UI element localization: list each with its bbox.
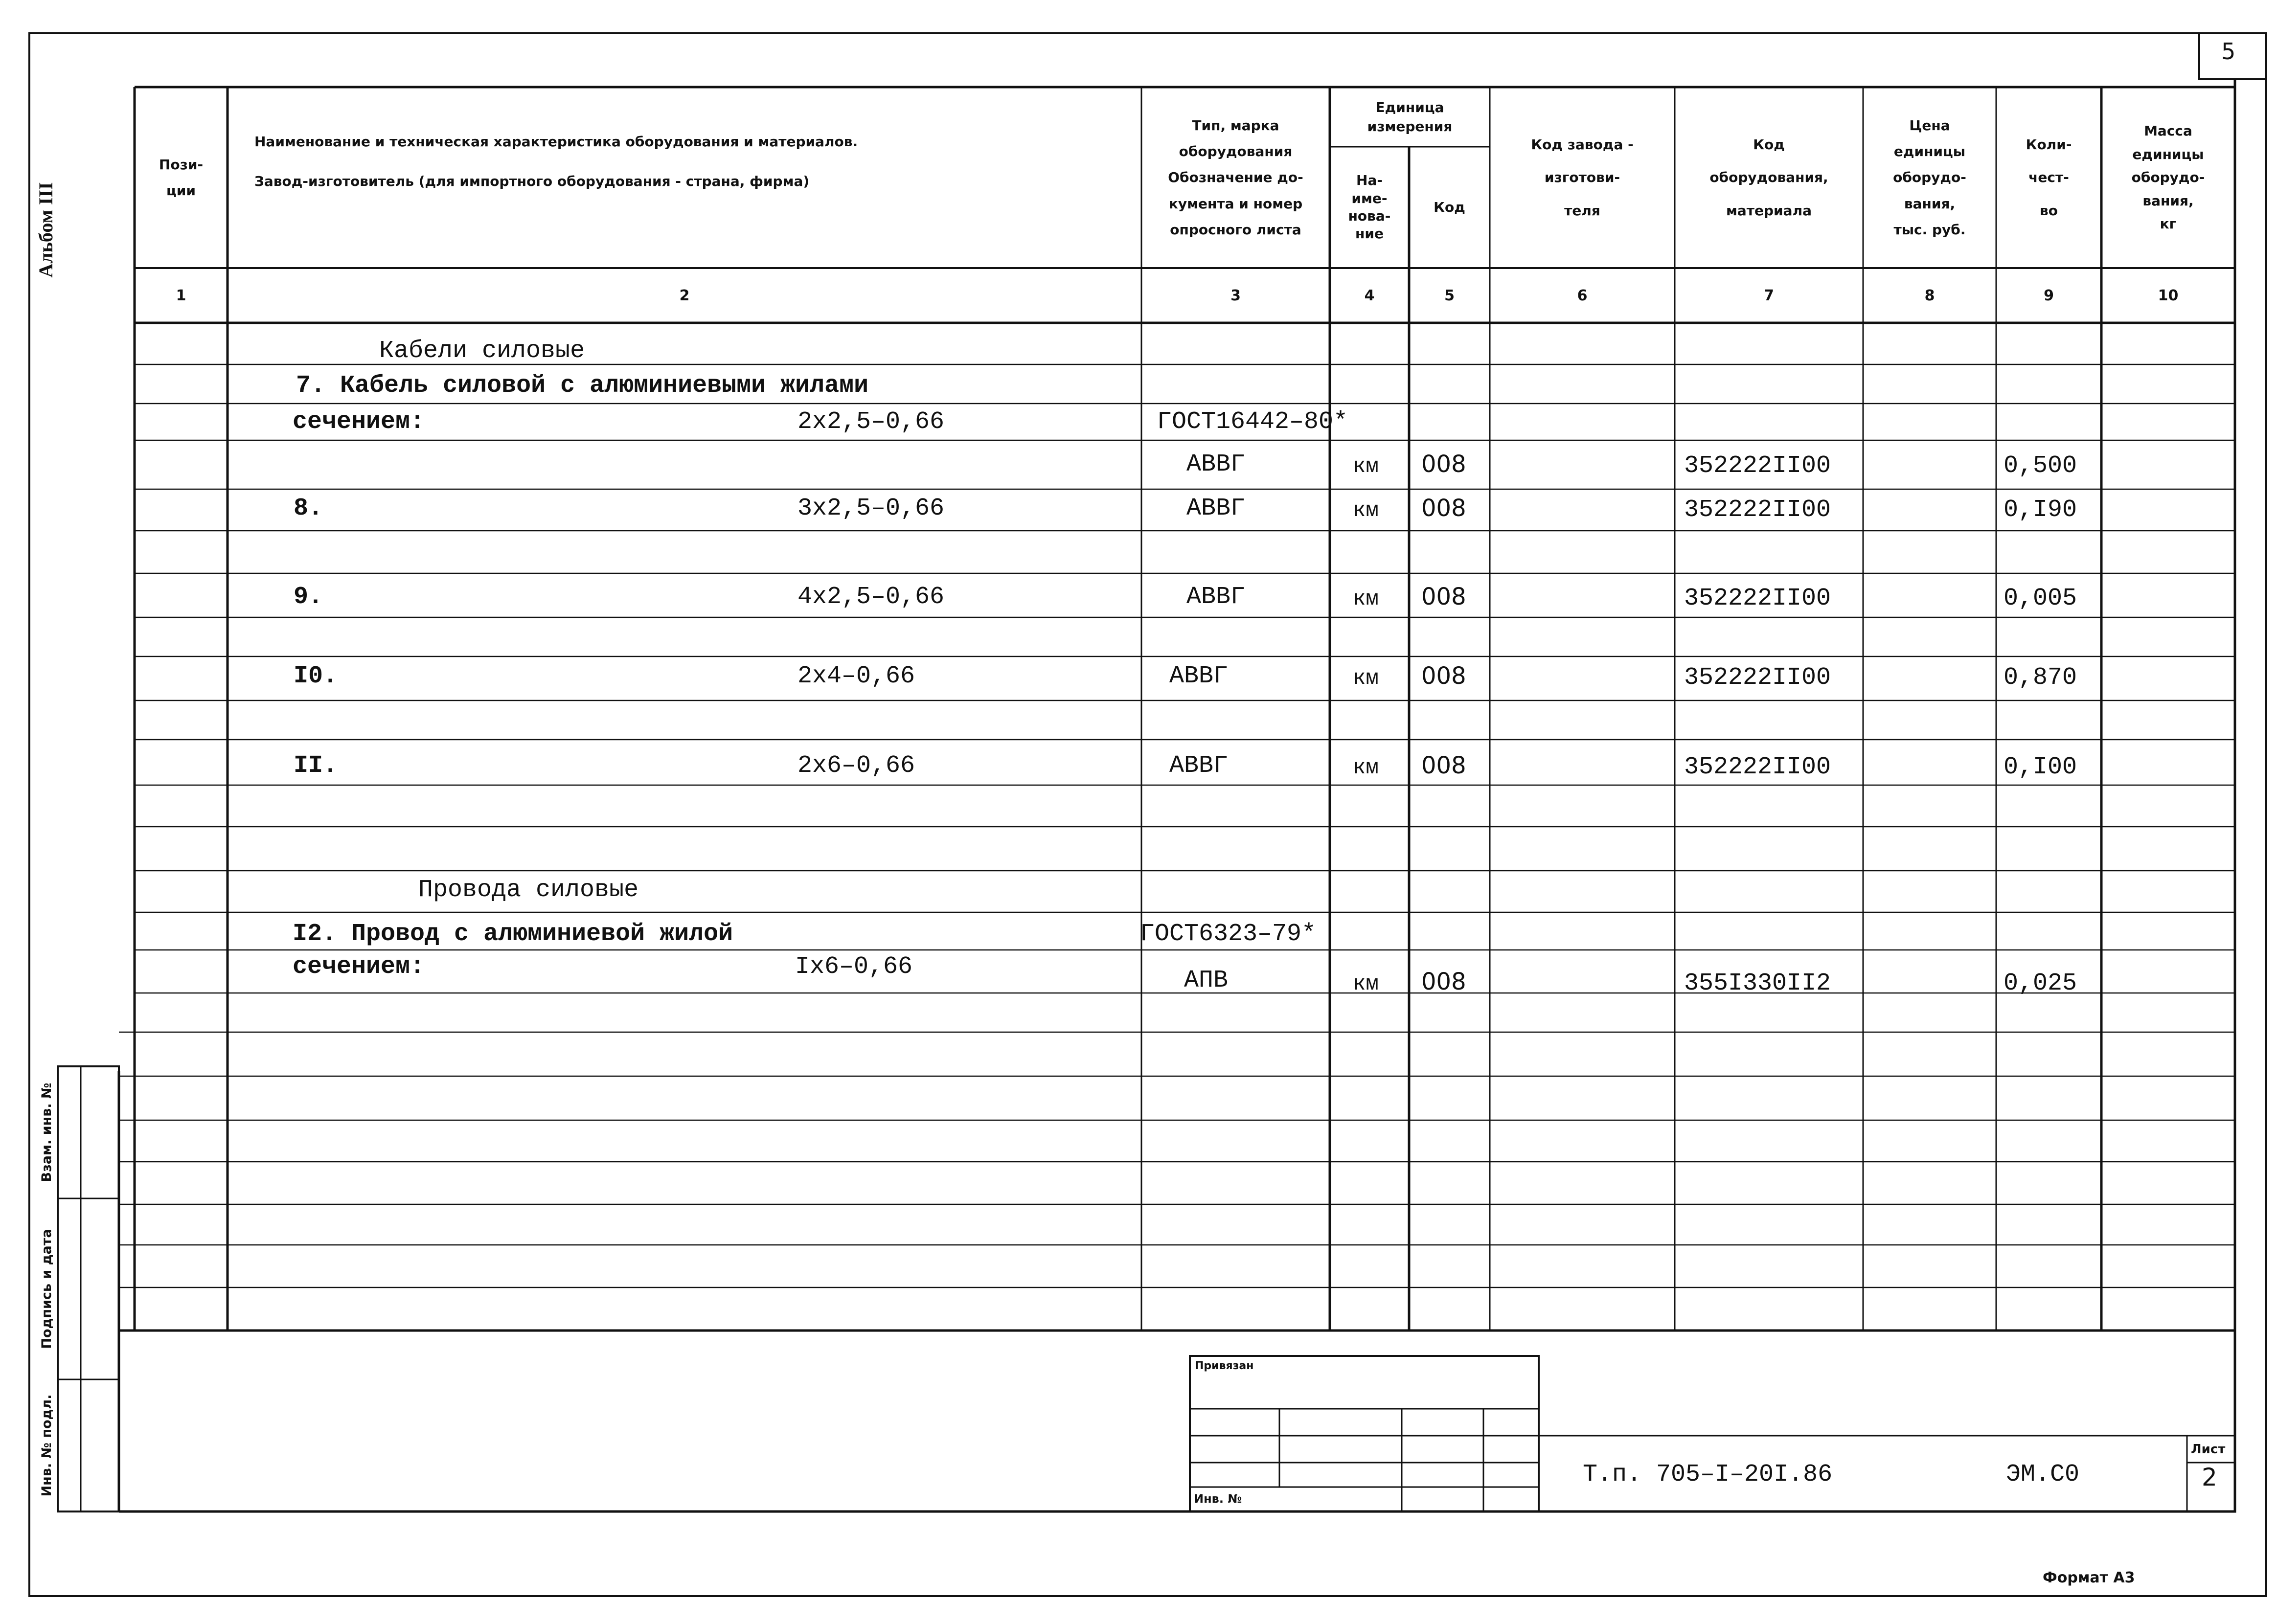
column-number: 5 (1444, 287, 1455, 304)
item10-quantity: 0,870 (2004, 664, 2077, 692)
item8-material-code: 352222II00 (1684, 496, 1831, 524)
item10-size: 2х4–0,66 (797, 662, 915, 690)
item9-quantity: 0,005 (2004, 585, 2077, 612)
item7-name: 7. Кабель силовой с алюминиевыми жилами (296, 372, 869, 400)
header-position: Пози- ции (159, 156, 204, 199)
item8-unit: км (1353, 498, 1379, 523)
stamp-inv-replace: Взам. инв. № (39, 1083, 54, 1182)
header-material-code: Код оборудования, материала (1709, 136, 1828, 219)
item11-material-code: 352222II00 (1684, 753, 1831, 781)
header-unit-code: Код (1434, 199, 1465, 216)
item12-quantity: 0,025 (2004, 970, 2077, 997)
item7-quantity: 0,500 (2004, 452, 2077, 480)
item9-size: 4х2,5–0,66 (797, 583, 945, 611)
sheet-number: 2 (2202, 1463, 2217, 1491)
album-label: Альбом III (35, 182, 57, 278)
item7-type: АВВГ (1186, 451, 1246, 478)
item9-material-code: 352222II00 (1684, 585, 1831, 612)
item8-size: 3х2,5–0,66 (797, 495, 945, 522)
item11-unit: км (1353, 756, 1379, 780)
item7-section: сечением: (293, 408, 425, 436)
item8-type: АВВГ (1186, 495, 1246, 522)
sheet-label: Лист (2191, 1442, 2226, 1457)
column-number: 10 (2158, 287, 2179, 304)
item10-unit: км (1353, 666, 1379, 691)
item7-size: 2х2,5–0,66 (797, 408, 945, 436)
item8-code: 008 (1421, 495, 1466, 522)
item9-position: 9. (294, 583, 323, 611)
column-number: 1 (176, 287, 186, 304)
column-number: 8 (1924, 287, 1935, 304)
column-number: 6 (1577, 287, 1588, 304)
item11-size: 2х6–0,66 (797, 752, 915, 780)
item11-quantity: 0,I00 (2004, 753, 2077, 781)
column-number: 7 (1764, 287, 1774, 304)
section-title-wires: Провода силовые (418, 876, 639, 904)
document-code: Т.п. 705–I–20I.86 (1583, 1461, 1833, 1489)
item12-code: 008 (1421, 968, 1466, 995)
header-mass: Масса единицы оборудо- вания, кг (2131, 123, 2205, 232)
item11-position: II. (294, 752, 338, 780)
item10-position: I0. (294, 662, 338, 690)
item12-material-code: 355I330II2 (1684, 970, 1831, 997)
item11-code: 008 (1421, 752, 1466, 779)
item9-unit: км (1353, 587, 1379, 611)
stamp-sign-date: Подпись и дата (39, 1229, 54, 1349)
column-number: 9 (2044, 287, 2054, 304)
item12-section: сечением: (293, 953, 425, 981)
item12-name: I2. Провод с алюминиевой жилой (293, 920, 733, 948)
item12-type: АПВ (1184, 967, 1229, 994)
item10-material-code: 352222II00 (1684, 664, 1831, 692)
inv-number-label: Инв. № (1194, 1492, 1242, 1506)
item7-standard: ГОСТ16442–80* (1157, 408, 1348, 436)
header-unit-name: На- име- нова- ние (1348, 172, 1391, 242)
item12-standard: ГОСТ6323–79* (1140, 920, 1317, 948)
item8-quantity: 0,I90 (2004, 496, 2077, 524)
format-label: Формат А3 (2043, 1569, 2135, 1586)
item8-position: 8. (294, 495, 323, 522)
item9-type: АВВГ (1186, 583, 1246, 611)
item12-unit: км (1353, 972, 1379, 996)
attached-label: Привязан (1195, 1360, 1254, 1372)
header-unit: Единица измерения (1367, 99, 1453, 135)
item12-size: Iх6–0,66 (795, 953, 913, 981)
document-mark: ЭМ.С0 (2006, 1461, 2080, 1489)
header-factory-code: Код завода - изготови- теля (1531, 136, 1634, 219)
item11-type: АВВГ (1169, 752, 1229, 780)
stamp-inv-original: Инв. № подл. (39, 1394, 54, 1497)
section-title-cables: Кабели силовые (379, 337, 585, 365)
column-number: 3 (1230, 287, 1241, 304)
item7-material-code: 352222II00 (1684, 452, 1831, 480)
item9-code: 008 (1421, 583, 1466, 610)
column-number: 4 (1364, 287, 1375, 304)
header-price: Цена единицы оборудо- вания, тыс. руб. (1893, 117, 1966, 238)
header-name: Наименование и техническая характеристика оборудования и материалов. Завод-изготовитель (для импортного оборудования - страна, фирма) (254, 133, 858, 189)
item10-code: 008 (1421, 662, 1466, 690)
column-number: 2 (679, 287, 690, 304)
page-number: 5 (2221, 38, 2236, 65)
item10-type: АВВГ (1169, 662, 1229, 690)
item7-unit: км (1353, 454, 1379, 479)
item7-code: 008 (1421, 451, 1466, 478)
header-type: Тип, марка оборудования Обозначение до- кумента и номер опросного листа (1168, 117, 1303, 238)
header-quantity: Коли- чест- во (2026, 136, 2072, 219)
